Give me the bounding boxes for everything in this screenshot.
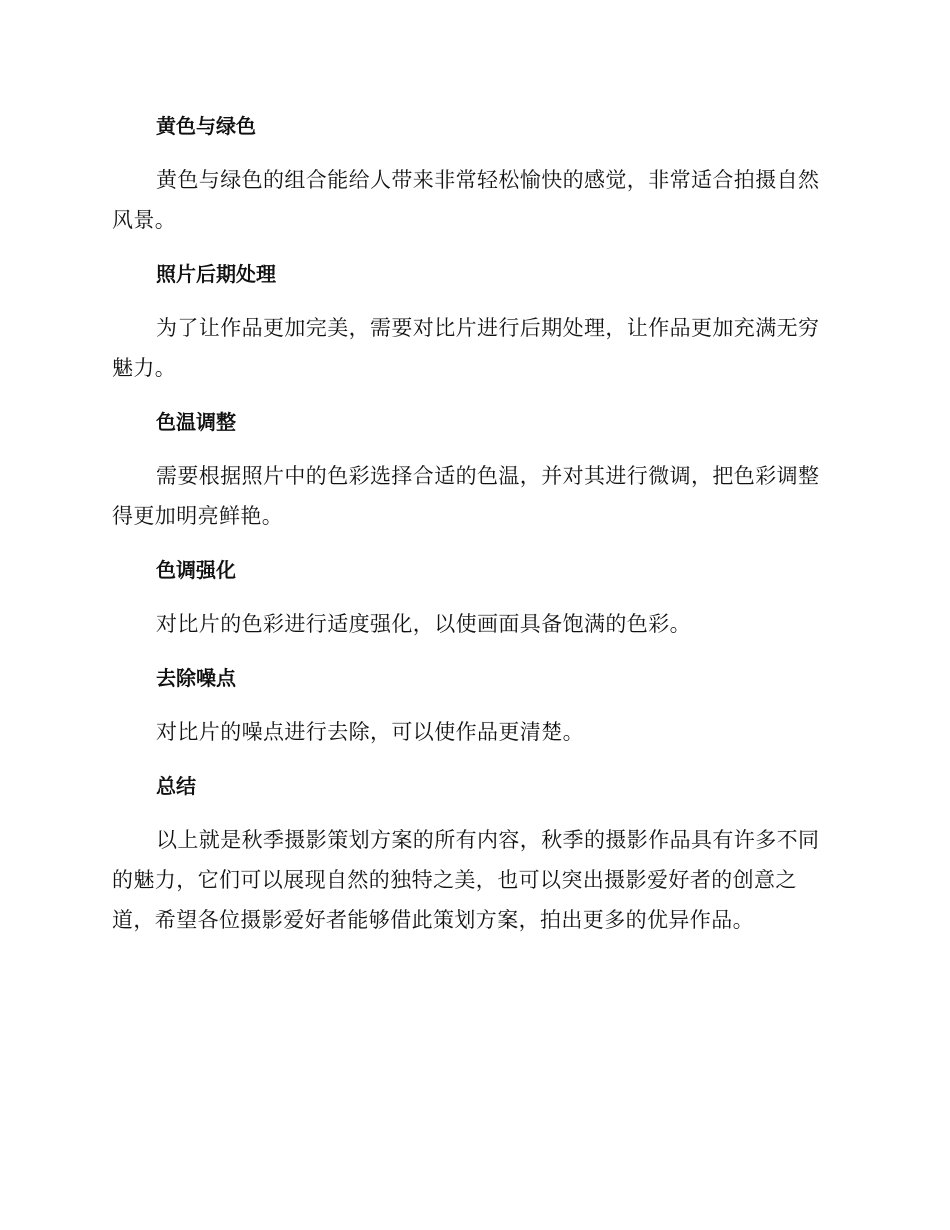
section-body-noise-removal: 对比片的噪点进行去除，可以使作品更清楚。 — [156, 720, 584, 744]
section-heading-post-processing: 照片后期处理 — [156, 262, 276, 286]
section-heading-tone-enhance: 色调强化 — [156, 558, 236, 582]
section-heading-color-temperature: 色温调整 — [156, 410, 236, 434]
section-body-tone-enhance: 对比片的色彩进行适度强化，以使画面具备饱满的色彩。 — [156, 612, 691, 636]
section-heading-summary: 总结 — [156, 774, 196, 798]
section-body-yellow-green: 黄色与绿色的组合能给人带来非常轻松愉快的感觉，非常适合拍摄自然风景。 — [112, 168, 820, 232]
section-body-post-processing: 为了让作品更加完美，需要对比片进行后期处理，让作品更加充满无穷魅力。 — [112, 316, 820, 380]
section-body-summary: 以上就是秋季摄影策划方案的所有内容，秋季的摄影作品具有许多不同的魅力，它们可以展现自然的独特之美，也可以突出摄影爱好者的创意之道，希望各位摄影爱好者能够借此策划方案，拍出更多的优异作品。 — [112, 828, 820, 932]
document-page — [112, 108, 832, 956]
section-body-color-temperature: 需要根据照片中的色彩选择合适的色温，并对其进行微调，把色彩调整得更加明亮鲜艳。 — [112, 464, 820, 528]
section-heading-noise-removal: 去除噪点 — [156, 666, 236, 690]
section-heading-yellow-green: 黄色与绿色 — [156, 114, 256, 138]
